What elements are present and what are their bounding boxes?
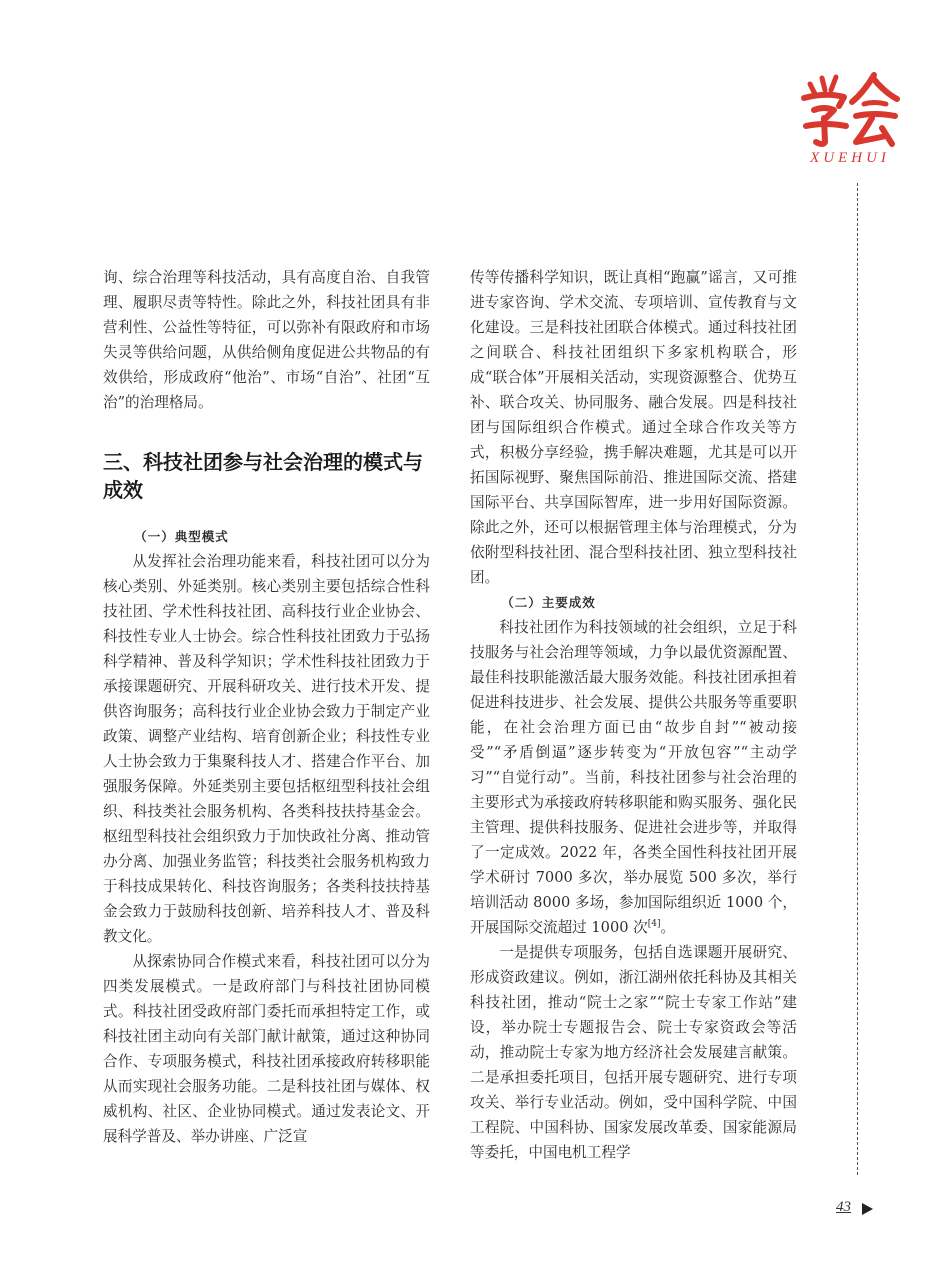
subheading: （二）主要成效: [501, 595, 596, 610]
left-column: [103, 265, 430, 1149]
paragraph: 从探索协同合作模式来看，科技社团可以分为四类发展模式。一是政府部门与科技社团协同模式。科技社团受政府部门委托而承担特定工作，或科技社团主动向有关部门献计献策，通过这种协同合作、专项服务模式，科技社团承接政府转移职能从而实现社会服务功能。二是科技社团与媒体、权威机构、社区、企业协同模式。通过发表论文、开展科学普及、举办讲座、广泛宣: [103, 953, 430, 1145]
xuehui-logo-icon: [800, 72, 900, 150]
paragraph: [470, 615, 797, 940]
subheading: （一）典型模式: [134, 529, 229, 544]
paragraph: 从发挥社会治理功能来看，科技社团可以分为核心类别、外延类别。核心类别主要包括综合性科技社团、学术性科技社团、高科技行业企业协会、科技性专业人士协会。综合性科技社团致力于弘扬科学精神、普及科学知识；学术性科技社团致力于承接课题研究、开展科研攻关、进行技术开发、提供咨询服务；高科技行业企业协会致力于制定产业政策、调整产业结构、培育创新企业；科技性专业人士协会致力于集聚科技人才、搭建合作平台、加强服务保障。外延类别主要包括枢纽型科技社会组织、科技类社会服务机构、各类科技扶持基金会。枢纽型科技社会组织致力于加快政社分离、推动管办分离、加强业务监管；科技类社会服务机构致力于科技成果转化、科技咨询服务；各类科技扶持基金会致力于鼓励科技创新、培养科技人才、普及科教文化。: [103, 553, 430, 945]
citation-ref: [4]: [647, 919, 661, 929]
paragraph: 一是提供专项服务，包括自选课题开展研究、形成资政建议。例如，浙江湖州依托科协及其相关科技社团，推动“院士之家”“院士专家工作站”建设，举办院士专题报告会、院士专家资政会等活动，推动院士专家为地方经济社会发展建言献策。二是承担委托项目，包括开展专题研究、进行专项攻关、举行专业活动。例如，受中国科学院、中国工程院、中国科协、国家发展改革委、国家能源局等委托，中国电机工程学: [470, 944, 797, 1161]
paragraph-text: 科技社团作为科技领域的社会组织，立足于科技服务与社会治理等领域，力争以最优资源配置、最佳科技职能激活最大服务效能。科技社团承担着促进科技进步、社会发展、提供公共服务等重要职能，在社会治理方面已由“故步自封”“被动接受”“矛盾倒逼”逐步转变为“开放包容”“主动学习”“自觉行动”。当前，科技社团参与社会治理的主要形式为承接政府转移职能和购买服务、强化民主管理、提供科技服务、促进社会进步等，并取得了一定成效。2022 年，各类全国性科技社团开展学术研讨 7000 多次，举办展览 500 多次，举行培训活动 8000 多场，参加国际组织近 1000 个，开展国际交流超过 1000 次: [470, 619, 797, 936]
paragraph: 询、综合治理等科技活动，具有高度自治、自我管理、履职尽责等特性。除此之外，科技社团具有非营利性、公益性等特征，可以弥补有限政府和市场失灵等供给问题，从供给侧角度促进公共物品的有效供给，形成政府“他治”、市场“自治”、社团“互治”的治理格局。: [103, 269, 430, 411]
journal-logo: [800, 72, 910, 172]
logo-pinyin: XUEHUI: [810, 150, 890, 166]
section-title: 三、科技社团参与社会治理的模式与成效: [103, 450, 423, 502]
page-number: 43: [836, 1199, 851, 1215]
paragraph: 传等传播科学知识，既让真相“跑赢”谣言，又可推进专家咨询、学术交流、专项培训、宣传教育与文化建设。三是科技社团联合体模式。通过科技社团之间联合、科技社团组织下多家机构联合，形成“联合体”开展相关活动，实现资源整合、优势互补、联合攻关、协同服务、融合发展。四是科技社团与国际组织合作模式。通过全球合作攻关等方式，积极分享经验，携手解决难题，尤其是可以开拓国际视野、聚焦国际前沿、推进国际交流、搭建国际平台、共享国际智库，进一步用好国际资源。除此之外，还可以根据管理主体与治理模式，分为依附型科技社团、混合型科技社团、独立型科技社团。: [470, 269, 797, 586]
page-arrow-icon: [862, 1203, 873, 1215]
dashed-margin-rule: [857, 183, 858, 1175]
right-column: [470, 265, 797, 1165]
paragraph-text: 。: [660, 919, 676, 936]
